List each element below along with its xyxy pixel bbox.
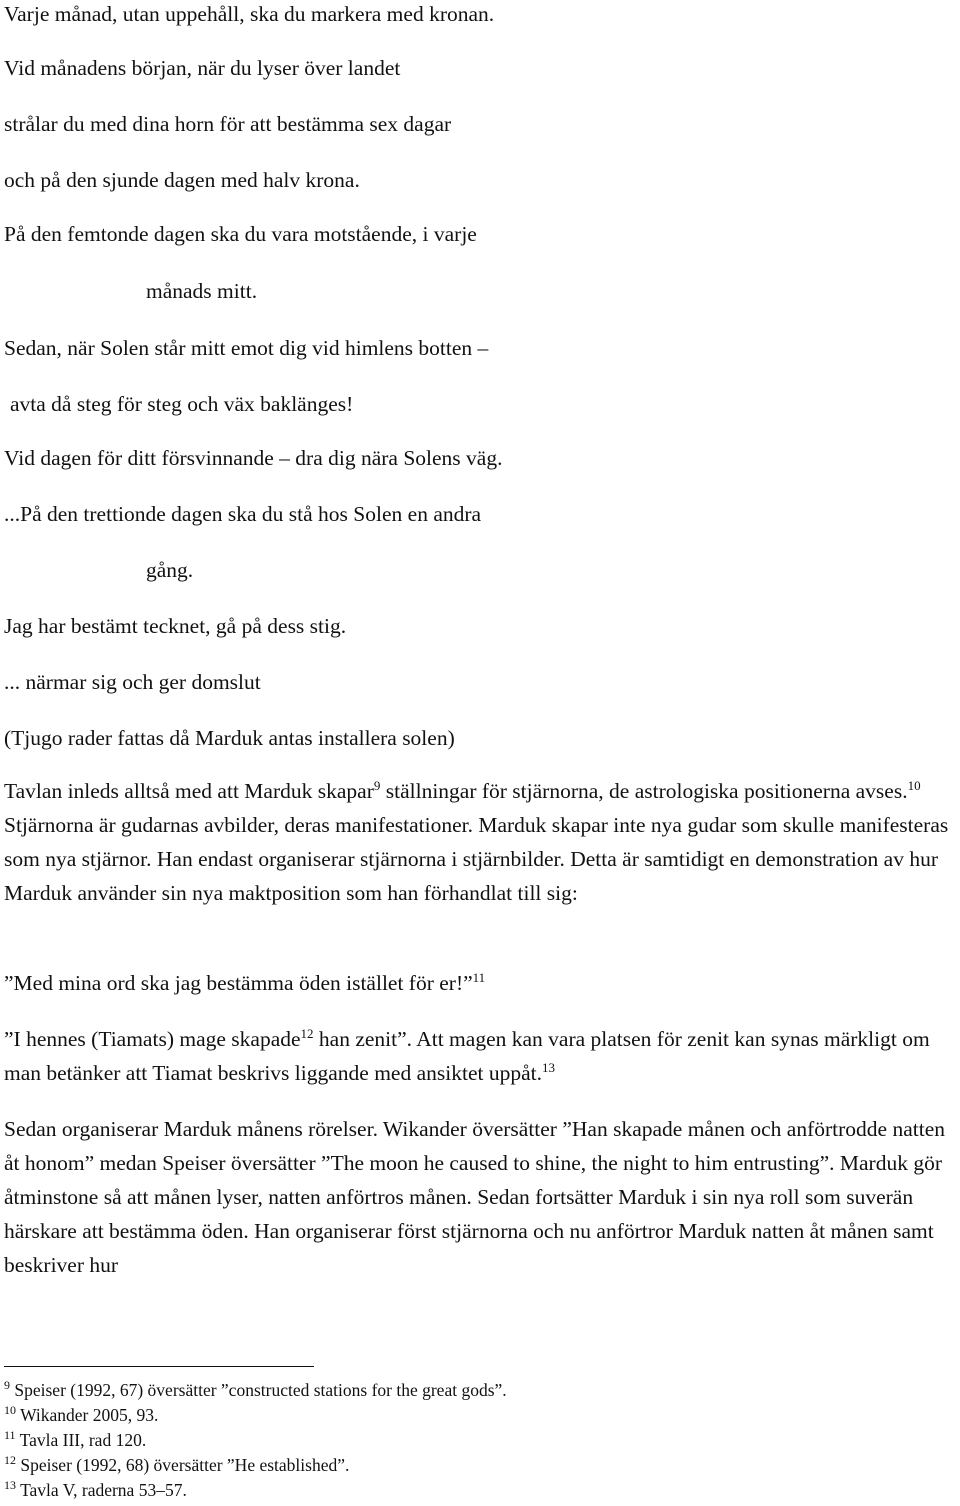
- poem-line: Vid månadens början, när du lyser över landet: [4, 56, 401, 80]
- footnote-text: Tavla III, rad 120.: [19, 1430, 147, 1450]
- paragraph-text: Tavlan inleds alltså med att Marduk skapar: [4, 779, 374, 803]
- footnote-number: 10: [4, 1403, 16, 1418]
- poem-line: Vid dagen för ditt försvinnande – dra dig nära Solens väg.: [4, 446, 503, 470]
- body-paragraph: [4, 774, 956, 910]
- footnote-ref[interactable]: 13: [541, 1059, 555, 1075]
- poem-line: Jag har bestämt tecknet, gå på dess stig.: [4, 614, 347, 638]
- poem-line: ... närmar sig och ger domslut: [4, 670, 261, 694]
- footnote-ref[interactable]: 12: [300, 1025, 314, 1041]
- footnote-ref[interactable]: 9: [373, 777, 381, 793]
- poem-line: ...På den trettionde dagen ska du stå hos Solen en andra: [4, 502, 482, 526]
- footnote: [4, 1378, 956, 1403]
- paragraph-text: Stjärnorna är gudarnas avbilder, deras manifestationer. Marduk skapar inte nya gudar som skulle manifesteras som nya stjärnor. Han endast organiserar stjärnorna i stjärnbilder. Detta är samtidigt en demonstration av hur Marduk använder sin nya maktposition som han förhandlat till sig:: [4, 813, 949, 905]
- footnote-text: Speiser (1992, 68) översätter ”He established”.: [20, 1455, 350, 1475]
- poem-line: gång.: [146, 558, 194, 582]
- body-paragraph: [4, 1112, 956, 1282]
- footnote: [4, 1453, 956, 1478]
- body-paragraph: [4, 1022, 956, 1090]
- poem-line: (Tjugo rader fattas då Marduk antas installera solen): [4, 726, 455, 750]
- footnote-ref[interactable]: 11: [472, 969, 486, 985]
- block-quote: [4, 966, 956, 1000]
- paragraph-text: han zenit”. Att magen kan vara platsen för zenit kan synas märkligt om man betänker att Tiamat beskrivs liggande med ansiktet uppåt.: [4, 1027, 930, 1085]
- quote-text: ”Med mina ord ska jag bestämma öden istället för er!”: [4, 971, 473, 995]
- poem-line: månads mitt.: [146, 279, 258, 303]
- footnote-divider: [4, 1366, 314, 1367]
- poem-line: och på den sjunde dagen med halv krona.: [4, 168, 360, 192]
- footnote-number: 9: [4, 1378, 10, 1393]
- footnote: [4, 1478, 956, 1503]
- paragraph-text: Sedan organiserar Marduk månens rörelser. Wikander översätter ”Han skapade månen och anförtrodde natten åt honom” medan Speiser översätter ”The moon he caused to shine, the night to him entrusting”. Marduk gör åtminstone så att månen lyser, natten anförtros månen. Sedan fortsätter Marduk i sin nya roll som suverän härskare att bestämma öden. Han organiserar först stjärnorna och nu anförtror Marduk natten åt månen samt beskriver hur: [4, 1117, 945, 1277]
- footnote-number: 13: [4, 1478, 16, 1493]
- footnote-text: Speiser (1992, 67) översätter ”constructed stations for the great gods”.: [14, 1380, 507, 1400]
- paragraph-text: ställningar för stjärnorna, de astrologiska positionerna avses.: [380, 779, 908, 803]
- footnote: [4, 1428, 956, 1453]
- footnote-text: Wikander 2005, 93.: [20, 1405, 159, 1425]
- poem-line: Sedan, när Solen står mitt emot dig vid himlens botten –: [4, 336, 489, 360]
- poem-line: strålar du med dina horn för att bestämma sex dagar: [4, 112, 452, 136]
- poem-line: På den femtonde dagen ska du vara motstående, i varje: [4, 222, 477, 246]
- paragraph-text: ”I hennes (Tiamats) mage skapade: [4, 1027, 301, 1051]
- footnote-number: 12: [4, 1453, 16, 1468]
- poem-line: Varje månad, utan uppehåll, ska du markera med kronan.: [4, 2, 495, 26]
- footnotes: [4, 1378, 956, 1503]
- footnote-text: Tavla V, raderna 53–57.: [20, 1480, 187, 1500]
- footnote: [4, 1403, 956, 1428]
- footnote-number: 11: [4, 1428, 16, 1443]
- footnote-ref[interactable]: 10: [907, 777, 921, 793]
- poem-line: avta då steg för steg och väx baklänges!: [10, 392, 354, 416]
